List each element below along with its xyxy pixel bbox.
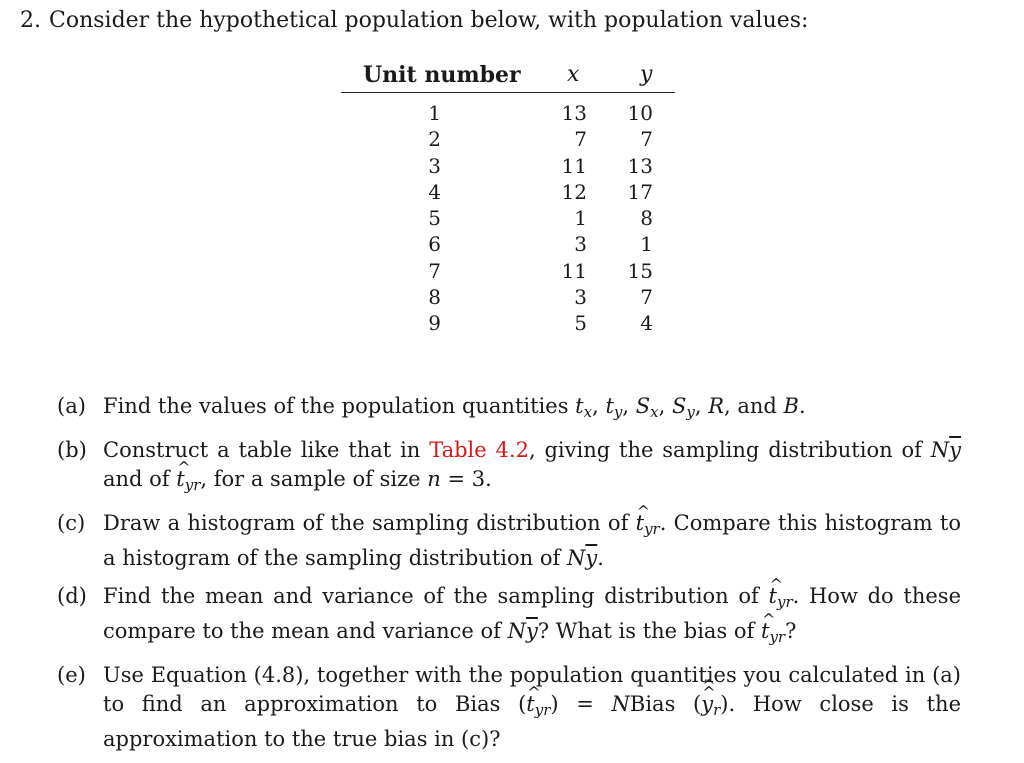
table-row bbox=[341, 153, 675, 179]
table-row bbox=[341, 100, 675, 126]
population-table bbox=[341, 58, 675, 337]
cell-y: 15 bbox=[627, 258, 653, 283]
cell-x: 7 bbox=[574, 127, 587, 152]
cell-unit: 8 bbox=[428, 285, 441, 310]
table-row bbox=[341, 231, 675, 257]
table-row bbox=[341, 258, 675, 284]
cell-x: 5 bbox=[574, 311, 587, 336]
cell-unit: 4 bbox=[428, 179, 441, 204]
cell-unit: 1 bbox=[428, 101, 441, 125]
part-text: Find the mean and variance of the sampling distribution of ^ $t_{yr}$. How do these compare to the mean and variance of $N\overline{y}$? What is the bias of ^ $t_{yr}$? bbox=[103, 584, 961, 643]
problem-heading bbox=[20, 6, 808, 36]
cell-y: 17 bbox=[627, 179, 653, 204]
cell-y: 10 bbox=[627, 101, 653, 125]
cell-unit: 9 bbox=[428, 311, 441, 336]
table-body bbox=[341, 93, 675, 337]
cell-x: 13 bbox=[561, 101, 587, 125]
question-parts bbox=[57, 392, 961, 763]
cell-y: 1 bbox=[640, 232, 653, 257]
part-label: (c) bbox=[57, 511, 86, 535]
cell-y: 7 bbox=[640, 127, 653, 152]
cell-unit: 3 bbox=[428, 153, 441, 178]
cell-y: 7 bbox=[640, 285, 653, 310]
header-unit-number: Unit number bbox=[363, 62, 521, 88]
header-x: x bbox=[567, 62, 580, 87]
table-header bbox=[341, 58, 675, 93]
cell-unit: 7 bbox=[428, 258, 441, 283]
cell-x: 3 bbox=[574, 232, 587, 257]
cell-x: 11 bbox=[561, 258, 587, 283]
table-row bbox=[341, 310, 675, 336]
part-text: Find the values of the population quantities $t_x$, $t_y$, $S_x$, $S_y$, R, and B. bbox=[103, 394, 806, 421]
table-row bbox=[341, 205, 675, 231]
table-row bbox=[341, 284, 675, 310]
part-text: Use Equation (4.8), together with the population quantities you calculated in (a) to find an approximation to Bias (^ $t_{yr}$) = NBias (^ y $\^{}_r$). How close is the approximation to the true bias in (c)? bbox=[103, 663, 961, 751]
cell-x: 12 bbox=[561, 179, 587, 204]
cell-y: 4 bbox=[640, 311, 653, 336]
question-part bbox=[57, 392, 961, 427]
part-label: (e) bbox=[57, 663, 86, 687]
table-4-2-link[interactable]: Table 4.2 bbox=[429, 438, 529, 462]
cell-y: 8 bbox=[640, 206, 653, 231]
cell-x: 1 bbox=[574, 206, 587, 231]
cell-x: 11 bbox=[561, 153, 587, 178]
cell-unit: 2 bbox=[428, 127, 441, 152]
cell-x: 3 bbox=[574, 285, 587, 310]
problem-intro: Consider the hypothetical population below, with population values: bbox=[49, 8, 809, 33]
part-text: Draw a histogram of the sampling distribution of ^ $t_{yr}$. Compare this histogram to a histogram of the sampling distribution of $N\overline{y}$. bbox=[103, 511, 961, 570]
table-row bbox=[341, 179, 675, 205]
question-part bbox=[57, 661, 961, 754]
cell-y: 13 bbox=[627, 153, 653, 178]
table-row bbox=[341, 126, 675, 152]
part-label: (d) bbox=[57, 584, 87, 608]
part-label: (a) bbox=[57, 394, 86, 418]
question-part bbox=[57, 582, 961, 652]
question-part bbox=[57, 436, 961, 500]
question-part bbox=[57, 509, 961, 573]
problem-number: 2. bbox=[20, 8, 41, 33]
part-label: (b) bbox=[57, 438, 87, 462]
cell-unit: 5 bbox=[428, 206, 441, 231]
part-text: Construct a table like that in Table 4.2, giving the sampling distribution of $N\overline{y}$ and of ^ $t_{yr}$, for a sample of size n = 3. bbox=[103, 438, 961, 491]
header-y: y bbox=[640, 62, 653, 87]
cell-unit: 6 bbox=[428, 232, 441, 257]
